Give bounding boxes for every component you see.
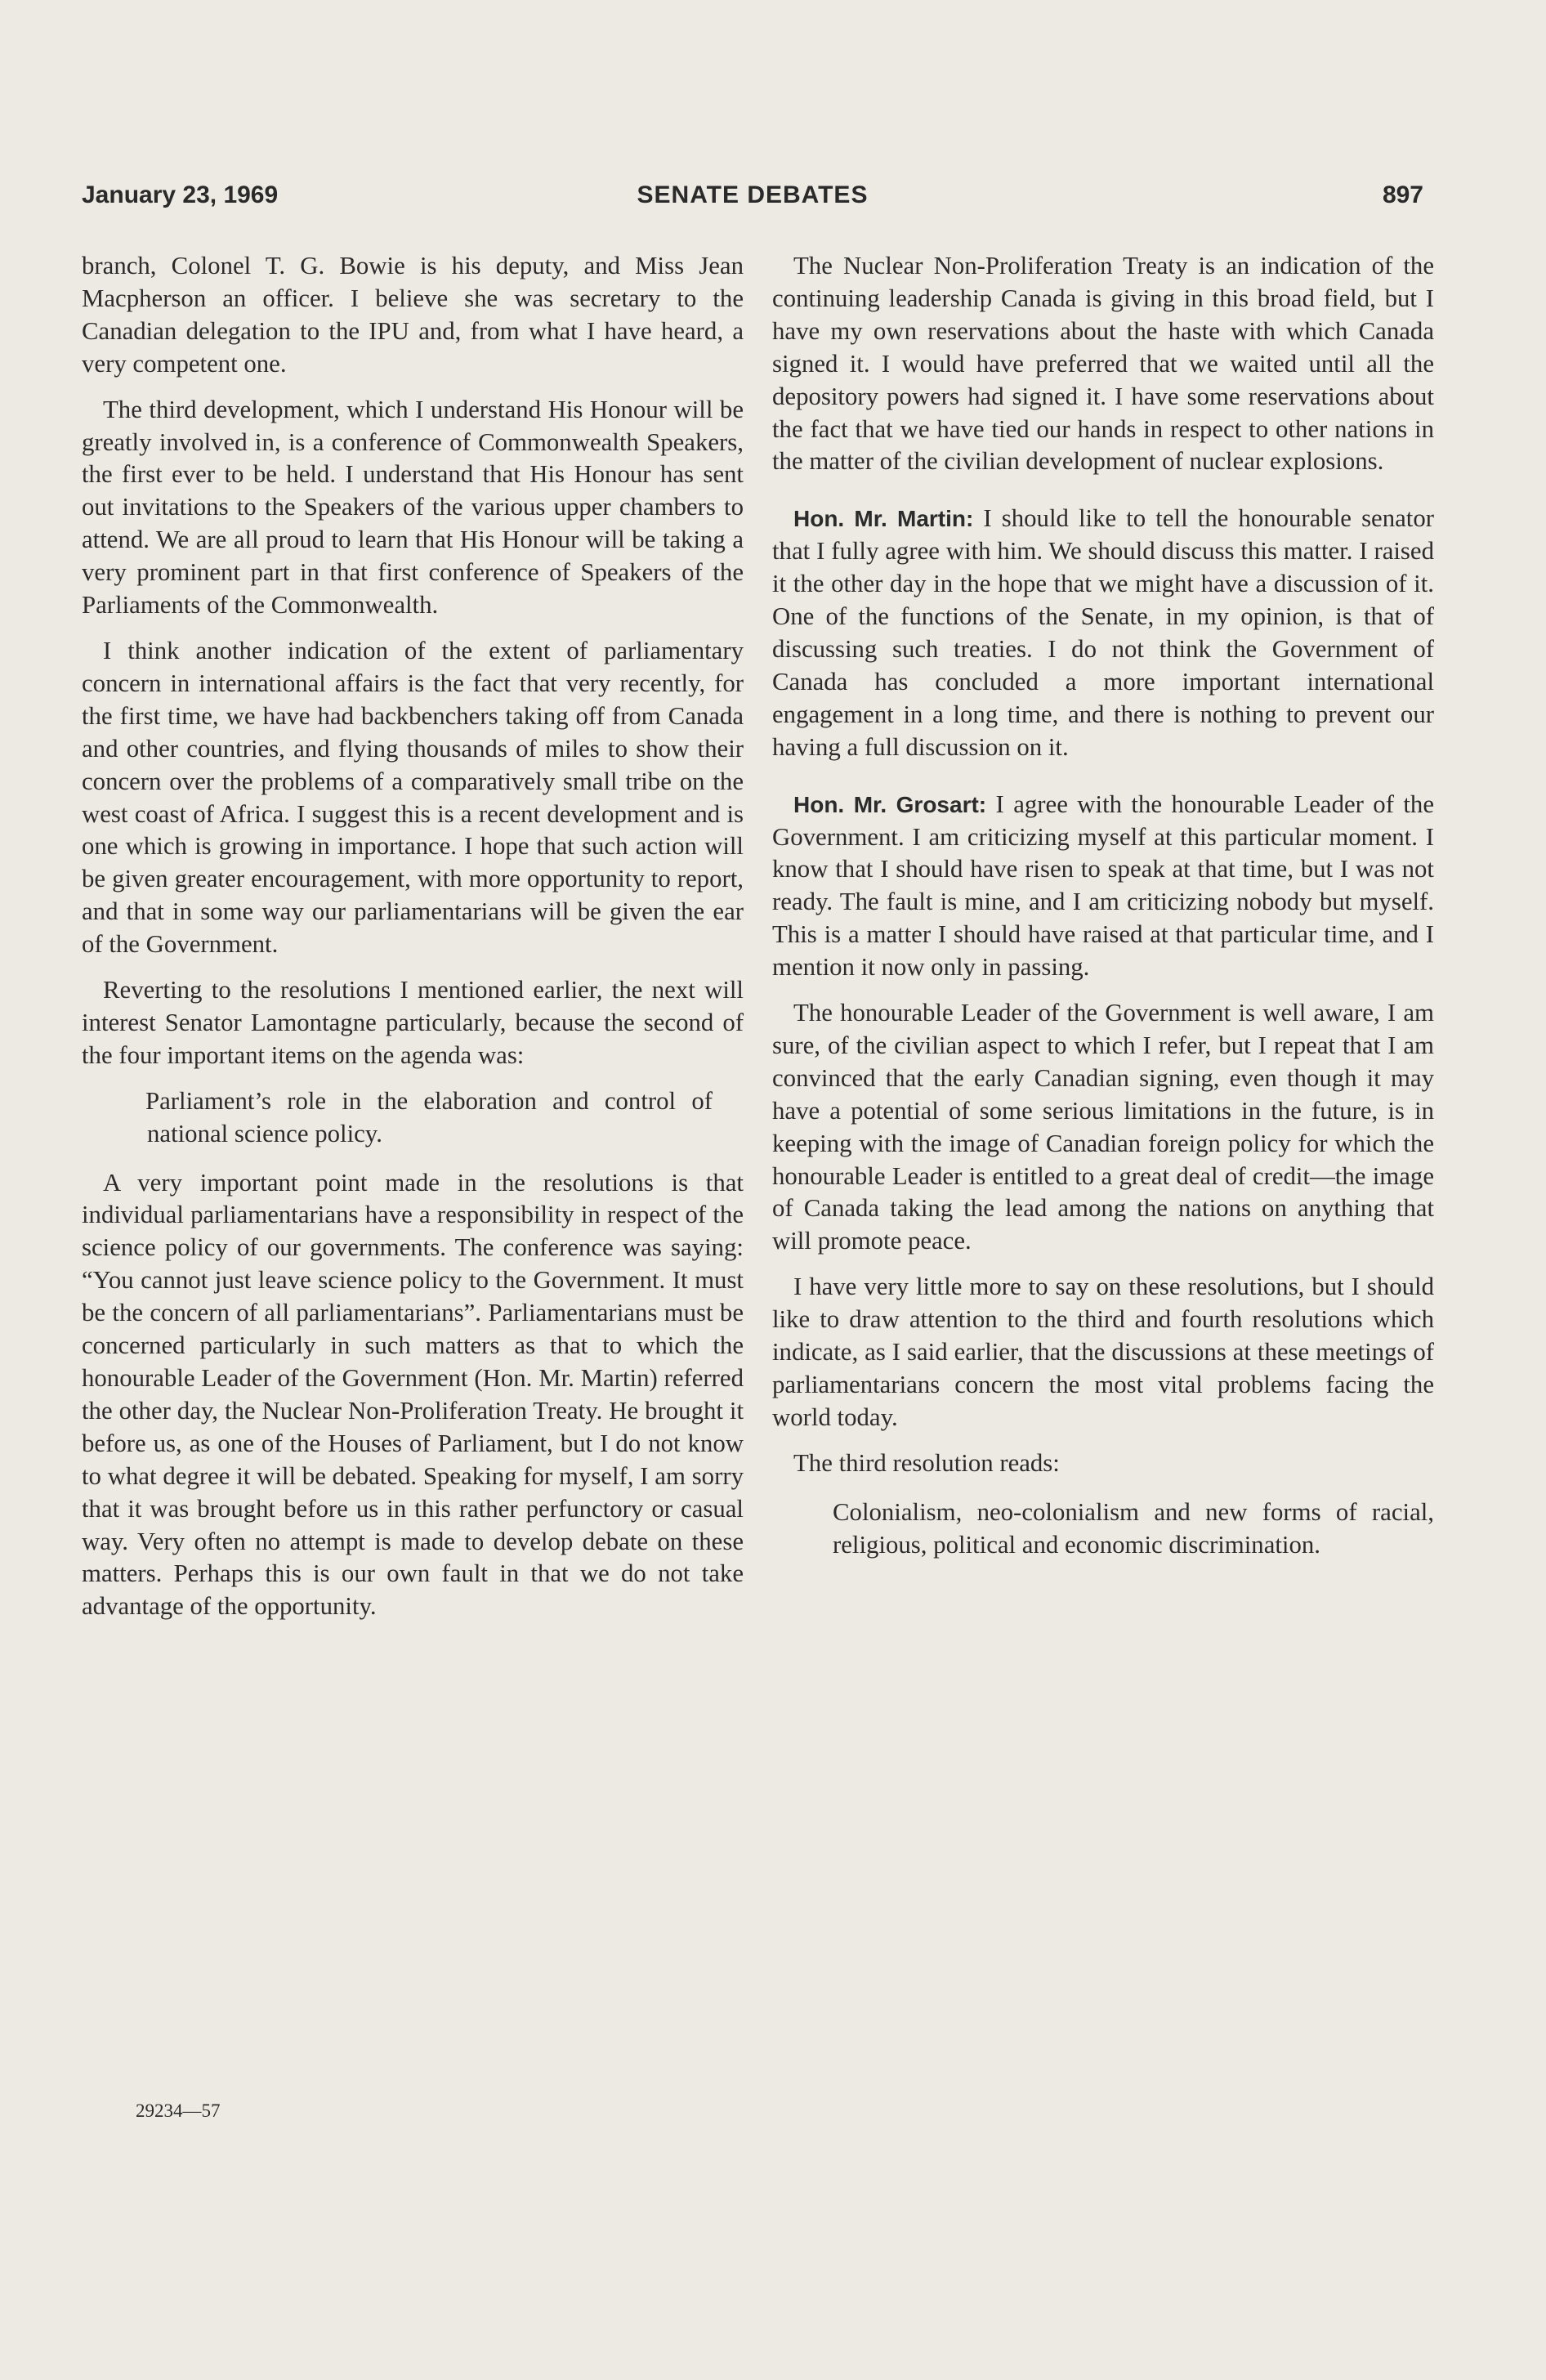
speaker-name: Hon. Mr. Grosart: (793, 791, 987, 817)
header-page-number: 897 (1382, 181, 1423, 208)
paragraph: Reverting to the resolutions I mentioned earlier, the next will interest Senator Lamontagne particularly, because the second of the four important items on the agenda was: (82, 976, 744, 1069)
paragraph: The Nuclear Non-Proliferation Treaty is an indication of the continuing leadership Canada is giving in this broad field, but I have my own reservations about the haste with which Canada signed it. I would have preferred that we waited until all the depository powers had signed it. I have some reservations about the fact that we have tied our hands in respect to other nations in the matter of the civilian development of nuclear explosions. (772, 252, 1434, 476)
header-date: January 23, 1969 (82, 181, 279, 208)
block-quote: Parliament’s role in the elaboration and control of national science policy. (145, 1086, 713, 1148)
paragraph: A very important point made in the resolutions is that individual parliamentarians have a responsibility in respect of the science policy of our governments. The conference was saying: “You cannot just leave science policy to the Government. It must be the concern of all parliamentarians”. Parliamentarians must be concerned particularly in such matters as that to which the honourable Leader of the Government (Hon. Mr. Martin) referred the other day, the Nuclear Non-Proliferation Treaty. He brought it before us, as one of the Houses of Parliament, but I do not know to what degree it will be debated. Speaking for myself, I am sorry that it was brought before us in this rather perfunctory or casual way. Very often no attempt is made to develop debate on these matters. Perhaps this is our own fault in that we do not take advantage of the opportunity. (82, 1168, 744, 1621)
paragraph: The third resolution reads: (793, 1448, 1060, 1477)
left-column (82, 250, 744, 1636)
paragraph: I think another indication of the extent of parliamentary concern in international affairs is the fact that very recently, for the first time, we have had backbenchers taking off from Canada and other countries, and flying thousands of miles to show their concern over the problems of a comparatively small tribe on the west coast of Africa. I suggest this is a recent development and is one which is growing in importance. I hope that such action will be given greater encouragement, with more opportunity to report, and that in some way our parliamentarians will be given the ear of the Government. (82, 636, 744, 959)
block-quote: Colonialism, neo-colonialism and new forms of racial, religious, political and economic discrimination. (833, 1497, 1434, 1559)
speech-text: I agree with the honourable Leader of the Government. I am criticizing myself at this particular moment. I know that I should have risen to speak at that time, but I was not ready. The fault is mine, and I am criticizing nobody but myself. This is a matter I should have raised at that particular time, and I mention it now only in passing. (772, 790, 1434, 982)
paragraph: The honourable Leader of the Government is well aware, I am sure, of the civilian aspect to which I refer, but I repeat that I am convinced that the early Canadian signing, even though it may have a potential of some serious limitations in the future, is in keeping with the image of Canadian foreign policy for which the honourable Leader is entitled to a great deal of credit—the image of Canada taking the lead among the nations on anything that will promote peace. (772, 999, 1434, 1255)
speech-paragraph (772, 503, 1434, 763)
paragraph: branch, Colonel T. G. Bowie is his deputy, and Miss Jean Macpherson an officer. I believe she was secretary to the Canadian delegation to the IPU and, from what I have heard, a very competent one. (82, 252, 744, 378)
right-column (772, 250, 1434, 1562)
speech-text: I should like to tell the honourable senator that I fully agree with him. We should discuss this matter. I raised it the other day in the hope that we might have a discussion of it. One of the functions of the Senate, in my opinion, is that of discussing such treaties. I do not think the Government of Canada has concluded a more important international engagement in a long time, and there is nothing to prevent our having a full discussion on it. (772, 504, 1434, 761)
header-title: SENATE DEBATES (637, 181, 869, 208)
speaker-name: Hon. Mr. Martin: (793, 506, 974, 532)
speech-paragraph (772, 789, 1434, 984)
paragraph: The third development, which I understand His Honour will be greatly involved in, is a conference of Commonwealth Speakers, the first ever to be held. I understand that His Honour has sent out invitations to the Speakers of the various upper chambers to attend. We are all proud to learn that His Honour will be taking a very prominent part in that first conference of Speakers of the Parliaments of the Commonwealth. (82, 395, 744, 620)
print-code: 29234—57 (136, 2100, 221, 2121)
paragraph: I have very little more to say on these resolutions, but I should like to draw attention to the third and fourth resolutions which indicate, as I said earlier, that the discussions at these meetings of parliamentarians concern the most vital problems facing the world today. (772, 1273, 1434, 1431)
page-header (82, 181, 1423, 221)
